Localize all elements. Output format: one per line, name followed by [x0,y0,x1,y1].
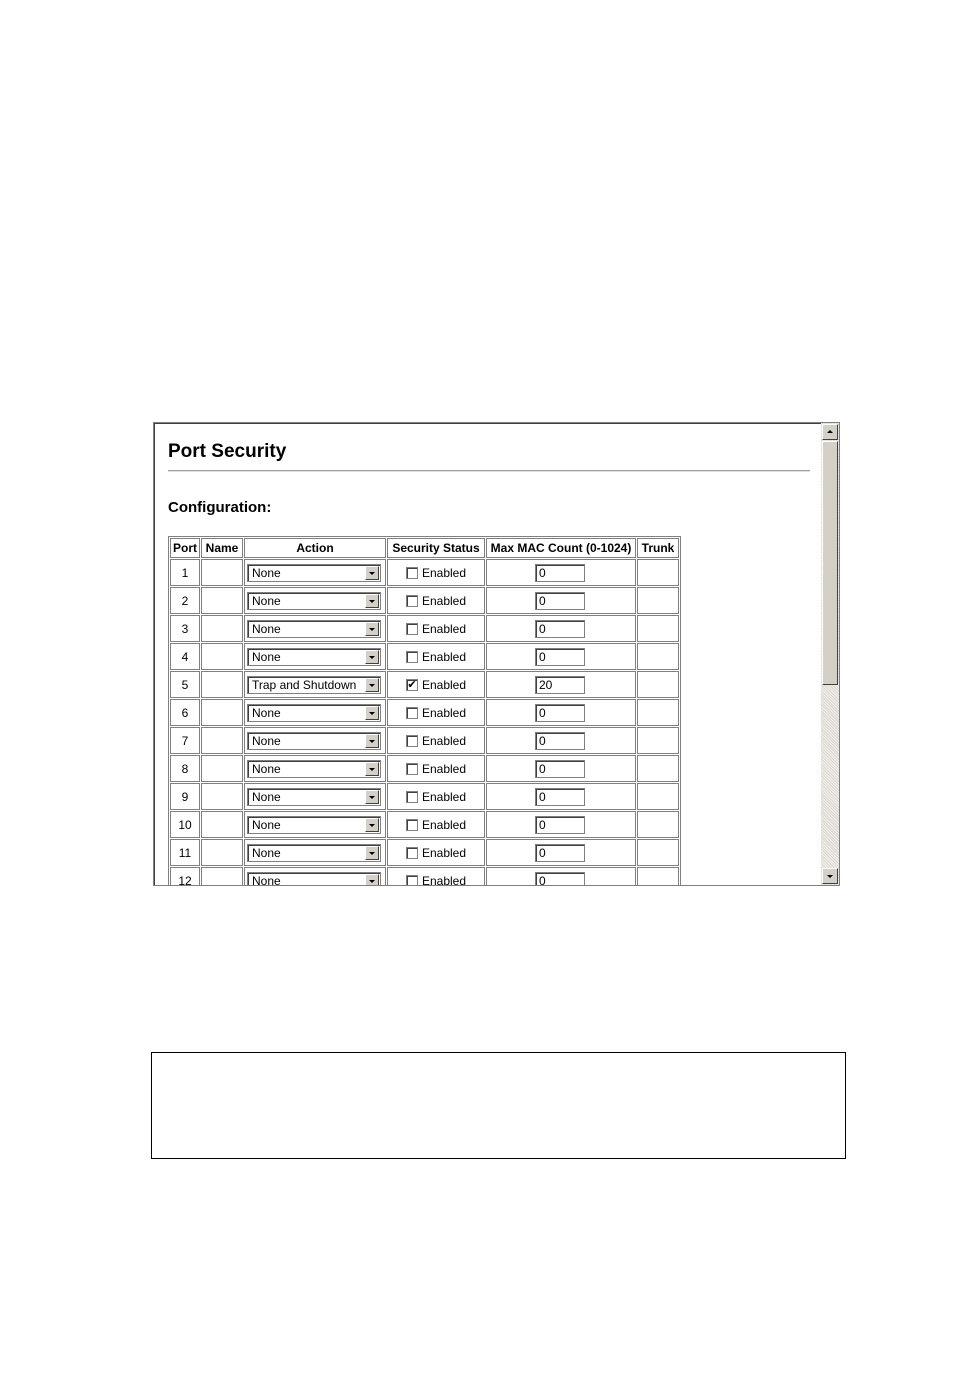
port-number-cell: 2 [170,587,200,614]
action-select[interactable] [247,620,381,638]
security-status-checkbox[interactable] [406,567,418,579]
security-status-cell [387,867,485,885]
security-status-cell [387,587,485,614]
trunk-cell [637,727,679,754]
security-status-cell [387,727,485,754]
security-status-cell [387,671,485,698]
port-number-cell: 4 [170,643,200,670]
chevron-down-icon[interactable] [365,622,379,636]
action-select[interactable] [247,788,381,806]
max-mac-count-input[interactable]: 0 [535,760,585,778]
action-select[interactable] [247,732,381,750]
action-select-value: None [252,649,281,664]
max-mac-count-input[interactable]: 0 [535,648,585,666]
max-mac-count-cell [486,615,636,642]
table-row [170,587,679,614]
security-status-checkbox[interactable] [406,651,418,663]
max-mac-count-cell [486,867,636,885]
trunk-cell [637,867,679,885]
security-status-checkbox[interactable] [406,595,418,607]
trunk-cell [637,615,679,642]
security-status-cell [387,755,485,782]
max-mac-count-input[interactable]: 0 [535,732,585,750]
table-row [170,559,679,586]
vertical-scrollbar[interactable] [821,423,839,885]
max-mac-count-cell [486,643,636,670]
trunk-cell [637,671,679,698]
port-number-cell: 12 [170,867,200,885]
max-mac-count-input[interactable]: 0 [535,592,585,610]
chevron-down-icon[interactable] [365,734,379,748]
port-number-cell: 8 [170,755,200,782]
port-number-cell: 5 [170,671,200,698]
chevron-down-icon[interactable] [365,790,379,804]
action-select[interactable] [247,872,381,886]
port-number-cell: 9 [170,783,200,810]
chevron-down-icon[interactable] [365,566,379,580]
scrollbar-thumb[interactable] [822,441,838,685]
table-row [170,839,679,866]
security-status-label: Enabled [421,593,467,608]
port-name-cell [201,783,243,810]
table-row [170,811,679,838]
action-cell [244,615,386,642]
trunk-cell [637,755,679,782]
security-status-checkbox[interactable] [406,679,418,691]
max-mac-count-input[interactable]: 20 [535,676,585,694]
trunk-cell [637,559,679,586]
max-mac-count-cell [486,559,636,586]
action-cell [244,867,386,885]
port-name-cell [201,839,243,866]
action-cell [244,699,386,726]
security-status-checkbox[interactable] [406,707,418,719]
security-status-label: Enabled [421,621,467,636]
action-cell [244,643,386,670]
trunk-cell [637,643,679,670]
table-row [170,867,679,885]
column-header-max-mac-count: Max MAC Count (0-1024) [486,538,636,558]
table-row [170,643,679,670]
chevron-down-icon[interactable] [365,650,379,664]
action-select[interactable] [247,704,381,722]
max-mac-count-cell [486,727,636,754]
action-select[interactable] [247,816,381,834]
security-status-label: Enabled [421,677,467,692]
column-header-security-status: Security Status [387,538,485,558]
column-header-port: Port [170,538,200,558]
max-mac-count-input[interactable]: 0 [535,844,585,862]
port-name-cell [201,643,243,670]
column-header-action: Action [244,538,386,558]
section-label: Configuration: [168,499,272,516]
action-select-value: None [252,593,281,608]
max-mac-count-input[interactable]: 0 [535,620,585,638]
trunk-cell [637,839,679,866]
security-status-cell [387,783,485,810]
security-status-cell [387,643,485,670]
security-status-cell [387,559,485,586]
security-status-cell [387,615,485,642]
port-number-cell: 6 [170,699,200,726]
max-mac-count-input[interactable]: 0 [535,704,585,722]
port-number-cell: 11 [170,839,200,866]
security-status-checkbox[interactable] [406,623,418,635]
port-name-cell [201,615,243,642]
security-status-checkbox[interactable] [406,735,418,747]
table-header-row [170,538,679,558]
chevron-down-icon[interactable] [365,818,379,832]
security-status-checkbox[interactable] [406,847,418,859]
port-security-table [168,536,681,885]
security-status-label: Enabled [421,761,467,776]
action-cell [244,755,386,782]
arrow-up-icon[interactable] [822,424,838,440]
action-select-value: None [252,621,281,636]
max-mac-count-input[interactable]: 0 [535,564,585,582]
action-select-value: None [252,817,281,832]
action-select[interactable] [247,844,381,862]
page-title: Port Security [168,441,287,462]
action-cell [244,727,386,754]
max-mac-count-cell [486,699,636,726]
max-mac-count-cell [486,587,636,614]
security-status-label: Enabled [421,705,467,720]
chevron-down-icon[interactable] [365,706,379,720]
port-name-cell [201,811,243,838]
port-name-cell [201,867,243,885]
max-mac-count-input[interactable]: 0 [535,872,585,886]
action-select-value: Trap and Shutdown [252,677,357,692]
checkmark-icon: ✔ [407,679,417,692]
action-select[interactable] [247,564,381,582]
chevron-down-icon[interactable] [365,678,379,692]
title-divider [168,470,810,472]
note-box [151,1052,846,1159]
port-number-cell: 10 [170,811,200,838]
action-select[interactable] [247,592,381,610]
port-name-cell [201,727,243,754]
max-mac-count-cell [486,671,636,698]
max-mac-count-cell [486,811,636,838]
security-status-checkbox[interactable] [406,819,418,831]
security-status-checkbox[interactable] [406,763,418,775]
action-select-value: None [252,789,281,804]
trunk-cell [637,587,679,614]
security-status-label: Enabled [421,733,467,748]
port-name-cell [201,559,243,586]
action-select-value: None [252,873,281,885]
browser-window [153,422,840,886]
port-number-cell: 7 [170,727,200,754]
chevron-down-icon[interactable] [365,846,379,860]
chevron-down-icon[interactable] [365,762,379,776]
max-mac-count-input[interactable]: 0 [535,816,585,834]
max-mac-count-input[interactable]: 0 [535,788,585,806]
security-status-label: Enabled [421,845,467,860]
max-mac-count-cell [486,755,636,782]
security-status-checkbox[interactable] [406,791,418,803]
table-row [170,727,679,754]
arrow-down-icon[interactable] [822,868,838,884]
column-header-trunk: Trunk [637,538,679,558]
action-select[interactable] [247,648,381,666]
trunk-cell [637,783,679,810]
column-header-name: Name [201,538,243,558]
action-cell [244,559,386,586]
action-cell [244,587,386,614]
action-cell [244,671,386,698]
chevron-down-icon[interactable] [365,874,379,886]
port-name-cell [201,587,243,614]
action-select-value: None [252,565,281,580]
security-status-cell [387,839,485,866]
security-status-label: Enabled [421,565,467,580]
trunk-cell [637,699,679,726]
table-row [170,755,679,782]
security-status-checkbox[interactable] [406,875,418,885]
security-status-label: Enabled [421,873,467,885]
trunk-cell [637,811,679,838]
chevron-down-icon[interactable] [365,594,379,608]
table-row [170,783,679,810]
security-status-cell [387,699,485,726]
action-select-value: None [252,705,281,720]
action-select-value: None [252,733,281,748]
action-cell [244,783,386,810]
table-row [170,615,679,642]
max-mac-count-cell [486,839,636,866]
max-mac-count-cell [486,783,636,810]
action-cell [244,839,386,866]
port-number-cell: 1 [170,559,200,586]
security-status-label: Enabled [421,649,467,664]
action-select-value: None [252,761,281,776]
security-status-cell [387,811,485,838]
page-content [154,423,820,885]
port-number-cell: 3 [170,615,200,642]
action-select[interactable] [247,676,381,694]
action-select-value: None [252,845,281,860]
table-row [170,671,679,698]
security-status-label: Enabled [421,817,467,832]
port-name-cell [201,671,243,698]
port-name-cell [201,755,243,782]
action-select[interactable] [247,760,381,778]
port-name-cell [201,699,243,726]
action-cell [244,811,386,838]
table-row [170,699,679,726]
security-status-label: Enabled [421,789,467,804]
